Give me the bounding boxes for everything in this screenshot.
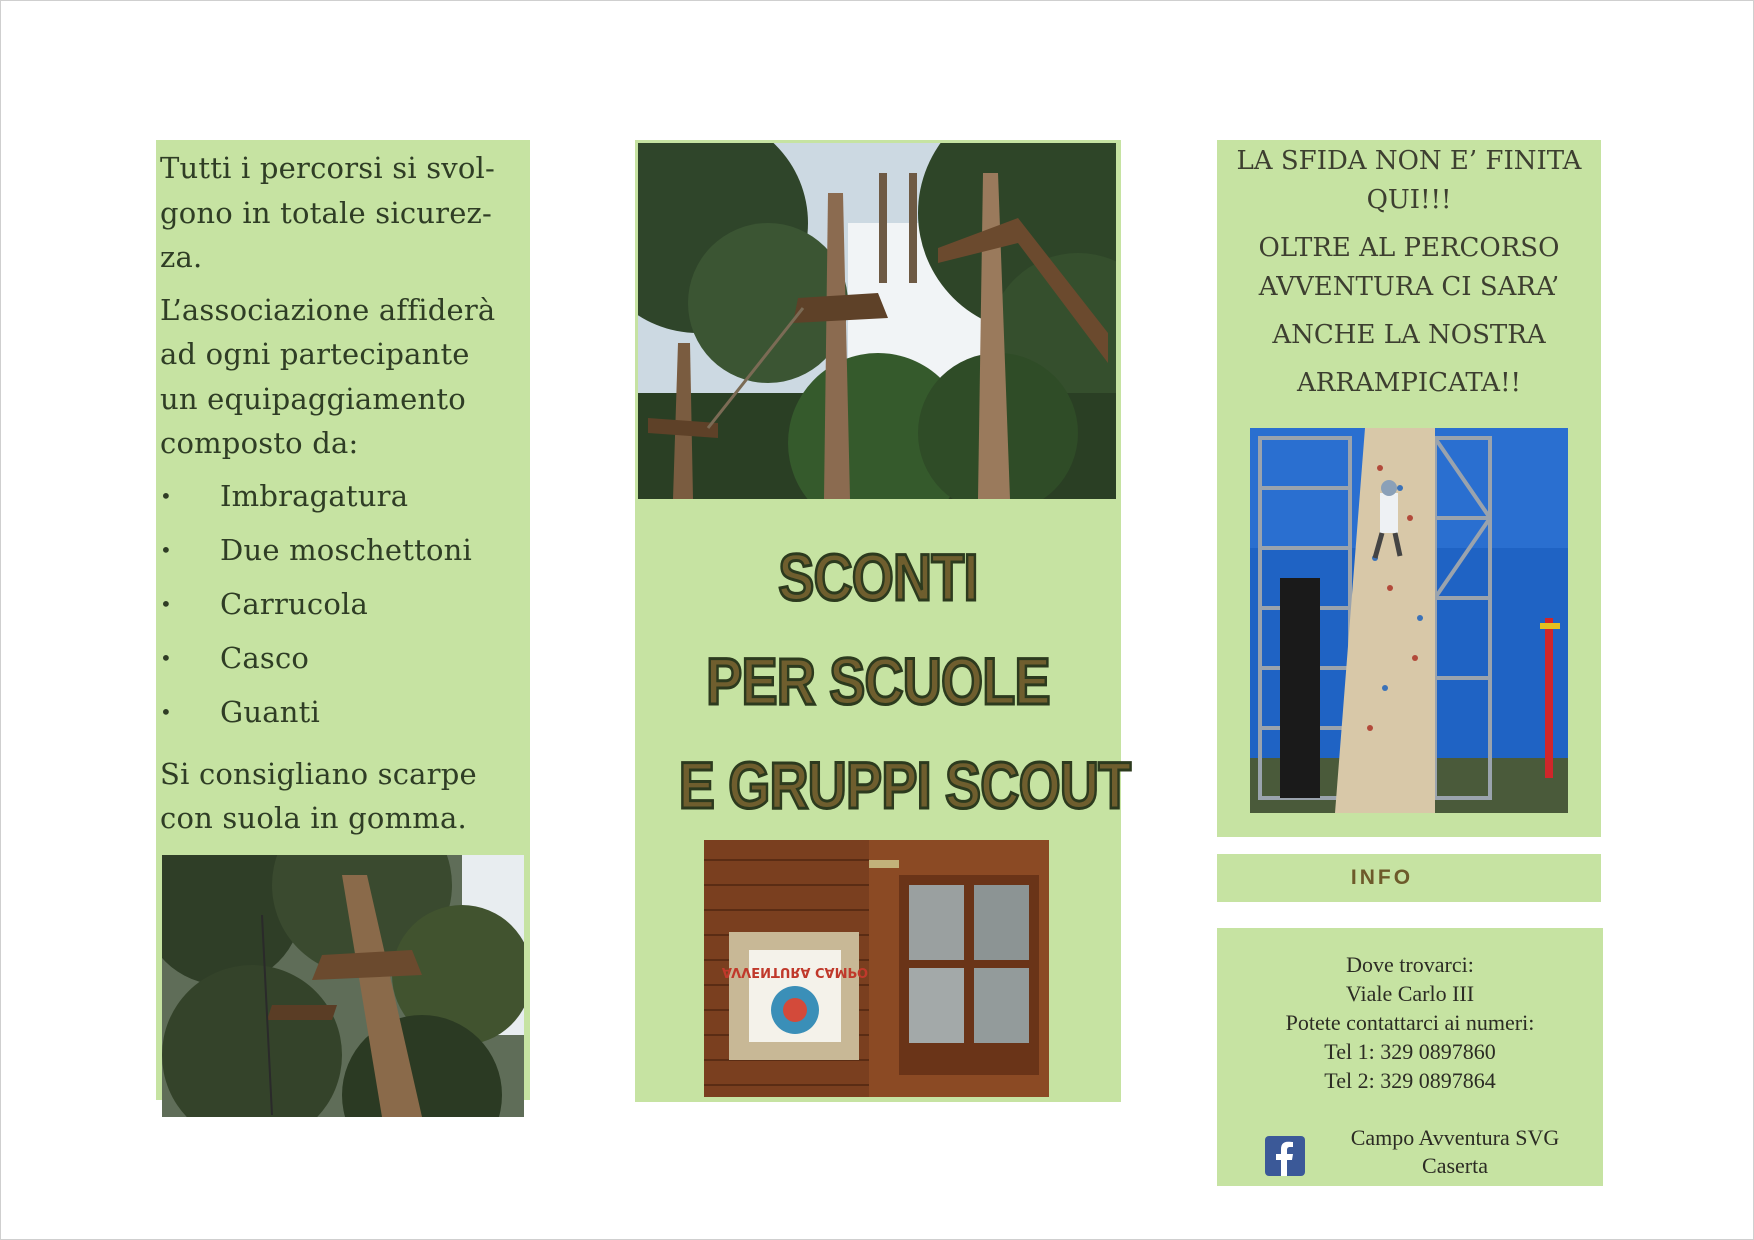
contact-text — [1217, 950, 1603, 1095]
equipment-list — [160, 474, 520, 744]
phone-2: Tel 2: 329 0897864 — [1324, 1068, 1496, 1093]
advice-line: Si consigliano scarpe — [160, 756, 477, 791]
headline-line: PER SCUOLE — [706, 644, 1050, 718]
bullet-icon: • — [160, 699, 172, 724]
bullet-icon: • — [160, 645, 172, 670]
bullet-icon: • — [160, 483, 172, 508]
equipment-item — [160, 690, 520, 744]
association-line: composto da: — [160, 426, 359, 460]
equipment-label: Carrucola — [220, 586, 368, 621]
heading-line: ANCHE LA NOSTRA — [1272, 320, 1546, 350]
equipment-label: Imbragatura — [220, 478, 409, 513]
headline — [678, 525, 1131, 837]
phone-1: Tel 1: 329 0897860 — [1324, 1039, 1496, 1064]
heading-line: LA SFIDA NON E’ FINITA — [1236, 146, 1582, 176]
intro-line: Tutti i percorsi si svol- — [160, 151, 496, 185]
address: Viale Carlo III — [1345, 981, 1475, 1006]
sign-text: AVVENTURA CAMPO — [721, 964, 869, 979]
climbing-wall-photo — [1250, 428, 1568, 813]
intro-line: gono in totale sicurez- — [160, 195, 493, 230]
headline-line: SCONTI — [778, 540, 978, 614]
equipment-label: Casco — [220, 640, 310, 675]
heading-paragraph — [1217, 364, 1601, 403]
equipment-label: Due moschettoni — [220, 532, 472, 567]
cabin-door-photo — [704, 840, 1049, 1097]
numbers-label: Potete contattarci ai numeri: — [1285, 1010, 1535, 1035]
equipment-item — [160, 636, 520, 690]
right-heading — [1217, 142, 1601, 412]
facebook-page-name[interactable] — [1320, 1124, 1590, 1180]
equipment-label: Guanti — [220, 694, 320, 729]
headline-line: E GRUPPI SCOUT — [678, 748, 1131, 822]
facebook-page-line: Caserta — [1422, 1153, 1488, 1178]
heading-line: OLTRE AL PERCORSO — [1258, 233, 1560, 263]
heading-line: ARRAMPICATA!! — [1297, 368, 1521, 398]
where-label: Dove trovarci: — [1346, 952, 1474, 977]
intro-paragraph — [160, 146, 520, 280]
heading-paragraph — [1217, 142, 1601, 220]
intro-line: za. — [160, 240, 203, 274]
equipment-item — [160, 474, 520, 528]
heading-paragraph — [1217, 316, 1601, 355]
advice-paragraph — [160, 752, 520, 841]
info-label: INFO — [1350, 866, 1414, 889]
treetop-platform-photo — [162, 855, 524, 1117]
facebook-page-line: Campo Avventura SVG — [1350, 1125, 1560, 1150]
association-paragraph — [160, 288, 520, 466]
heading-line: AVVENTURA CI SARA’ — [1258, 272, 1560, 302]
advice-line: con suola in gomma. — [160, 801, 467, 835]
left-text-block — [160, 146, 520, 849]
equipment-item — [160, 528, 520, 582]
association-line: un equipaggiamento — [160, 381, 466, 416]
bullet-icon: • — [160, 537, 172, 562]
heading-paragraph — [1217, 229, 1601, 307]
association-line: ad ogni partecipante — [160, 337, 470, 371]
bullet-icon: • — [160, 591, 172, 616]
heading-line: QUI!!! — [1366, 185, 1452, 215]
equipment-item — [160, 582, 520, 636]
facebook-icon — [1265, 1136, 1305, 1176]
rope-course-photo — [638, 143, 1116, 499]
association-line: L’associazione affiderà — [160, 292, 496, 327]
